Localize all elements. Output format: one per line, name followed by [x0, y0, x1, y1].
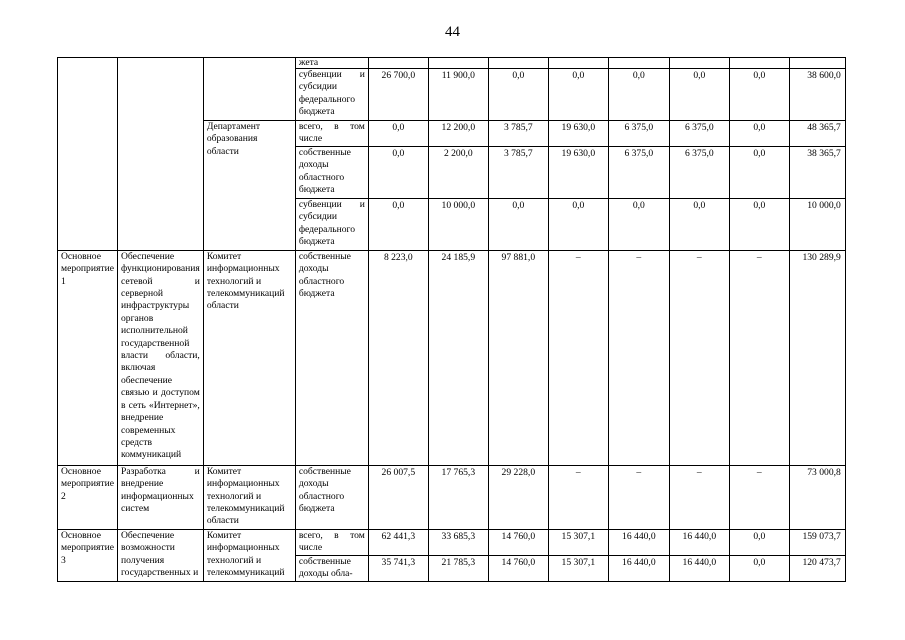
- source-cell: собственные доходы обла-: [295, 555, 368, 581]
- value-cell: 26 007,5: [368, 465, 428, 529]
- value-cell: 0,0: [729, 529, 789, 555]
- executor-cell: Комитет информационных технологий и телекоммуникаций области: [203, 250, 295, 465]
- executor-cell: Департамент образования области: [203, 121, 295, 251]
- value-cell: 12 200,0: [428, 121, 488, 147]
- value-cell: 14 760,0: [488, 555, 548, 581]
- event-title-cell: Разработка и внедрение информационных систем: [117, 465, 203, 529]
- value-cell: 6 375,0: [608, 121, 669, 147]
- value-cell: 19 630,0: [548, 121, 608, 147]
- value-cell: 8 223,0: [368, 250, 428, 465]
- event-title-cell: Обеспечение возможности получения государственных и: [117, 529, 203, 581]
- value-cell: 16 440,0: [608, 529, 669, 555]
- value-cell: 62 441,3: [368, 529, 428, 555]
- table-row: [58, 58, 846, 69]
- value-cell: 16 440,0: [608, 555, 669, 581]
- total-cell: 48 365,7: [789, 121, 845, 147]
- value-cell: 33 685,3: [428, 529, 488, 555]
- total-cell: [789, 58, 845, 69]
- value-cell: –: [548, 250, 608, 465]
- value-cell: 6 375,0: [669, 146, 729, 198]
- event-cell: Основное мероприятие 1: [58, 250, 118, 465]
- value-cell: 14 760,0: [488, 529, 548, 555]
- executor-cell: Комитет информационных технологий и телекоммуникаций области: [203, 465, 295, 529]
- value-cell: 2 200,0: [428, 146, 488, 198]
- total-cell: 120 473,7: [789, 555, 845, 581]
- total-cell: 38 365,7: [789, 146, 845, 198]
- event-cell: Основное мероприятие 3: [58, 529, 118, 581]
- total-cell: 10 000,0: [789, 198, 845, 250]
- value-cell: 0,0: [548, 198, 608, 250]
- value-cell: 16 440,0: [669, 529, 729, 555]
- table-row: [58, 250, 846, 465]
- source-cell: собственные доходы областного бюджета: [295, 465, 368, 529]
- value-cell: 0,0: [669, 69, 729, 121]
- value-cell: 24 185,9: [428, 250, 488, 465]
- value-cell: 0,0: [488, 69, 548, 121]
- value-cell: –: [608, 465, 669, 529]
- event-title-cell: Обеспечение функционирования сетевой и серверной инфраструктуры органов исполнительной государственной власти области, включая обеспечение связью и доступом в сеть «Интернет», внедрение современных средств коммуникаций: [117, 250, 203, 465]
- value-cell: 0,0: [669, 198, 729, 250]
- value-cell: 26 700,0: [368, 69, 428, 121]
- value-cell: 15 307,1: [548, 529, 608, 555]
- value-cell: 3 785,7: [488, 146, 548, 198]
- source-cell: всего, в том числе: [295, 529, 368, 555]
- value-cell: 21 785,3: [428, 555, 488, 581]
- executor-cell: [203, 58, 295, 121]
- page-number: 44: [445, 24, 460, 40]
- value-cell: –: [669, 465, 729, 529]
- event-cell: Основное мероприятие 2: [58, 465, 118, 529]
- source-cell: субвенции и субсидии федерального бюджета: [295, 198, 368, 250]
- value-cell: 0,0: [729, 69, 789, 121]
- source-cell: собственные доходы областного бюджета: [295, 250, 368, 465]
- total-cell: 73 000,8: [789, 465, 845, 529]
- value-cell: 15 307,1: [548, 555, 608, 581]
- value-cell: 0,0: [368, 198, 428, 250]
- table-row: [58, 465, 846, 529]
- value-cell: 6 375,0: [669, 121, 729, 147]
- value-cell: –: [608, 250, 669, 465]
- value-cell: 0,0: [729, 121, 789, 147]
- value-cell: 0,0: [488, 198, 548, 250]
- value-cell: 10 000,0: [428, 198, 488, 250]
- total-cell: 130 289,9: [789, 250, 845, 465]
- value-cell: [729, 58, 789, 69]
- total-cell: 38 600,0: [789, 69, 845, 121]
- value-cell: 0,0: [729, 198, 789, 250]
- source-cell: субвенции и субсидии федерального бюджета: [295, 69, 368, 121]
- value-cell: 0,0: [729, 555, 789, 581]
- source-cell: жета: [295, 58, 368, 69]
- value-cell: 6 375,0: [608, 146, 669, 198]
- value-cell: 0,0: [368, 121, 428, 147]
- value-cell: [608, 58, 669, 69]
- value-cell: 0,0: [368, 146, 428, 198]
- value-cell: 16 440,0: [669, 555, 729, 581]
- value-cell: 3 785,7: [488, 121, 548, 147]
- value-cell: –: [729, 465, 789, 529]
- source-cell: всего, в том числе: [295, 121, 368, 147]
- value-cell: [428, 58, 488, 69]
- value-cell: 29 228,0: [488, 465, 548, 529]
- value-cell: [368, 58, 428, 69]
- event-title-cell: [117, 58, 203, 251]
- value-cell: 0,0: [729, 146, 789, 198]
- source-cell: собственные доходы областного бюджета: [295, 146, 368, 198]
- table-row: [58, 529, 846, 555]
- executor-cell: Комитет информационных технологий и телекоммуникаций: [203, 529, 295, 581]
- value-cell: [488, 58, 548, 69]
- value-cell: 35 741,3: [368, 555, 428, 581]
- total-cell: 159 073,7: [789, 529, 845, 555]
- value-cell: 19 630,0: [548, 146, 608, 198]
- value-cell: 0,0: [608, 198, 669, 250]
- value-cell: 11 900,0: [428, 69, 488, 121]
- value-cell: [669, 58, 729, 69]
- event-cell: [58, 58, 118, 251]
- value-cell: 0,0: [608, 69, 669, 121]
- value-cell: [548, 58, 608, 69]
- value-cell: 0,0: [548, 69, 608, 121]
- budget-table: [57, 57, 846, 582]
- value-cell: 17 765,3: [428, 465, 488, 529]
- value-cell: –: [669, 250, 729, 465]
- value-cell: –: [548, 465, 608, 529]
- value-cell: –: [729, 250, 789, 465]
- value-cell: 97 881,0: [488, 250, 548, 465]
